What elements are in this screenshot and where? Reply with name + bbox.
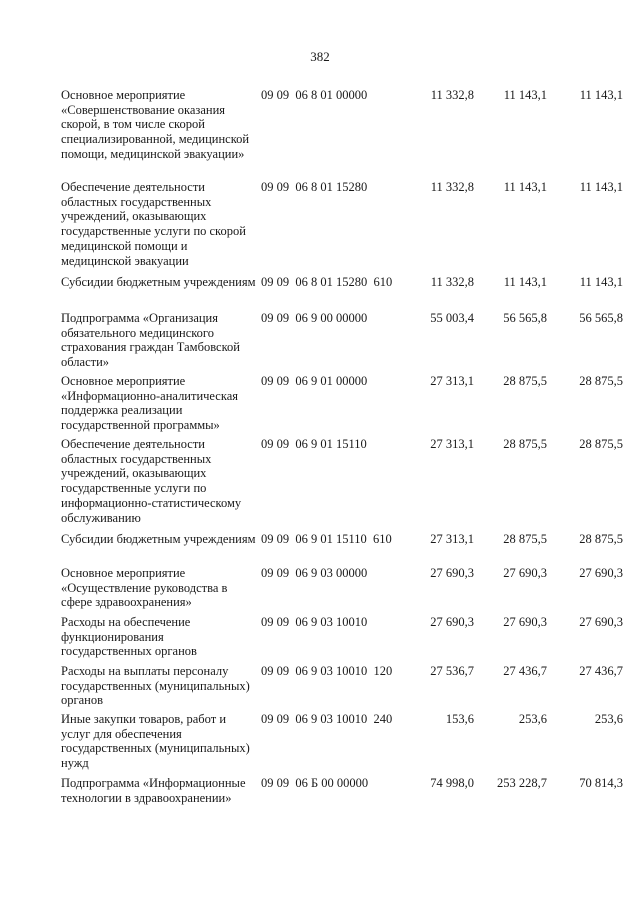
row-value-1: 11 332,8 <box>430 275 474 289</box>
row-value-1: 55 003,4 <box>430 311 474 325</box>
row-name: Иные закупки товаров, работ и услуг для обеспечения государственных (муниципальных) нужд <box>61 712 250 771</box>
row-code: 09 09 06 9 01 15110 <box>261 437 367 451</box>
row-value-3: 28 875,5 <box>579 374 623 388</box>
row-name: Подпрограмма «Информационные технологии в здравоохранении» <box>61 776 246 805</box>
row-code: 09 09 06 9 03 00000 <box>261 566 368 580</box>
row-value-1: 27 313,1 <box>430 374 474 388</box>
row-value-1: 27 313,1 <box>430 437 474 451</box>
page-number: 382 <box>310 49 330 64</box>
row-value-2: 28 875,5 <box>503 532 547 546</box>
row-value-3: 11 143,1 <box>579 180 623 194</box>
row-value-2: 27 436,7 <box>503 664 547 678</box>
row-value-2: 56 565,8 <box>503 311 547 325</box>
row-value-3: 253,6 <box>594 712 623 726</box>
row-value-1: 27 690,3 <box>430 566 474 580</box>
row-name: Основное мероприятие «Совершенствование оказания скорой, в том числе скорой специализированной, медицинской помощи, медицинской эвакуации» <box>61 88 250 161</box>
row-value-3: 11 143,1 <box>579 275 623 289</box>
row-code: 09 09 06 8 01 15280 <box>261 180 368 194</box>
row-value-1: 11 332,8 <box>430 88 474 102</box>
row-code: 09 09 06 9 01 15110 610 <box>261 532 392 546</box>
row-code: 09 09 06 9 03 10010 120 <box>261 664 393 678</box>
row-name: Основное мероприятие «Информационно-аналитическая поддержка реализации государственной программы» <box>61 374 239 433</box>
row-name: Субсидии бюджетным учреждениям <box>61 275 256 289</box>
row-value-2: 11 143,1 <box>503 180 547 194</box>
row-code: 09 09 06 8 01 15280 610 <box>261 275 393 289</box>
row-name: Расходы на обеспечение функционирования государственных органов <box>61 615 197 659</box>
row-code: 09 09 06 9 01 00000 <box>261 374 368 388</box>
row-value-2: 253,6 <box>518 712 547 726</box>
row-value-3: 56 565,8 <box>579 311 623 325</box>
row-value-1: 74 998,0 <box>430 776 474 790</box>
row-value-2: 11 143,1 <box>503 88 547 102</box>
row-code: 09 09 06 8 01 00000 <box>261 88 368 102</box>
row-name: Расходы на выплаты персоналу государственных (муниципальных) органов <box>61 664 250 708</box>
row-code: 09 09 06 9 03 10010 <box>261 615 368 629</box>
row-name: Субсидии бюджетным учреждениям <box>61 532 256 546</box>
row-value-2: 27 690,3 <box>503 566 547 580</box>
row-code: 09 09 06 9 03 10010 240 <box>261 712 393 726</box>
row-value-3: 28 875,5 <box>579 437 623 451</box>
row-value-2: 253 228,7 <box>497 776 547 790</box>
row-value-1: 153,6 <box>445 712 474 726</box>
row-value-3: 27 436,7 <box>579 664 623 678</box>
row-name: Подпрограмма «Организация обязательного медицинского страхования граждан Тамбовской области» <box>61 311 240 370</box>
row-value-3: 70 814,3 <box>579 776 623 790</box>
row-value-2: 28 875,5 <box>503 374 547 388</box>
row-value-2: 27 690,3 <box>503 615 547 629</box>
row-value-3: 28 875,5 <box>579 532 623 546</box>
row-value-2: 28 875,5 <box>503 437 547 451</box>
row-name: Основное мероприятие «Осуществление руководства в сфере здравоохранения» <box>61 566 228 610</box>
row-name: Обеспечение деятельности областных государственных учреждений, оказывающих государственные услуги по скорой медицинской помощи и медицинской эвакуации <box>61 180 246 268</box>
row-value-3: 27 690,3 <box>579 566 623 580</box>
row-value-2: 11 143,1 <box>503 275 547 289</box>
row-name: Обеспечение деятельности областных государственных учреждений, оказывающих государственные услуги по информационно-статистическому обслуживанию <box>61 437 242 525</box>
row-value-3: 27 690,3 <box>579 615 623 629</box>
row-code: 09 09 06 Б 00 00000 <box>261 776 369 790</box>
row-value-3: 11 143,1 <box>579 88 623 102</box>
row-value-1: 11 332,8 <box>430 180 474 194</box>
row-code: 09 09 06 9 00 00000 <box>261 311 368 325</box>
row-value-1: 27 690,3 <box>430 615 474 629</box>
row-value-1: 27 536,7 <box>430 664 474 678</box>
row-value-1: 27 313,1 <box>430 532 474 546</box>
